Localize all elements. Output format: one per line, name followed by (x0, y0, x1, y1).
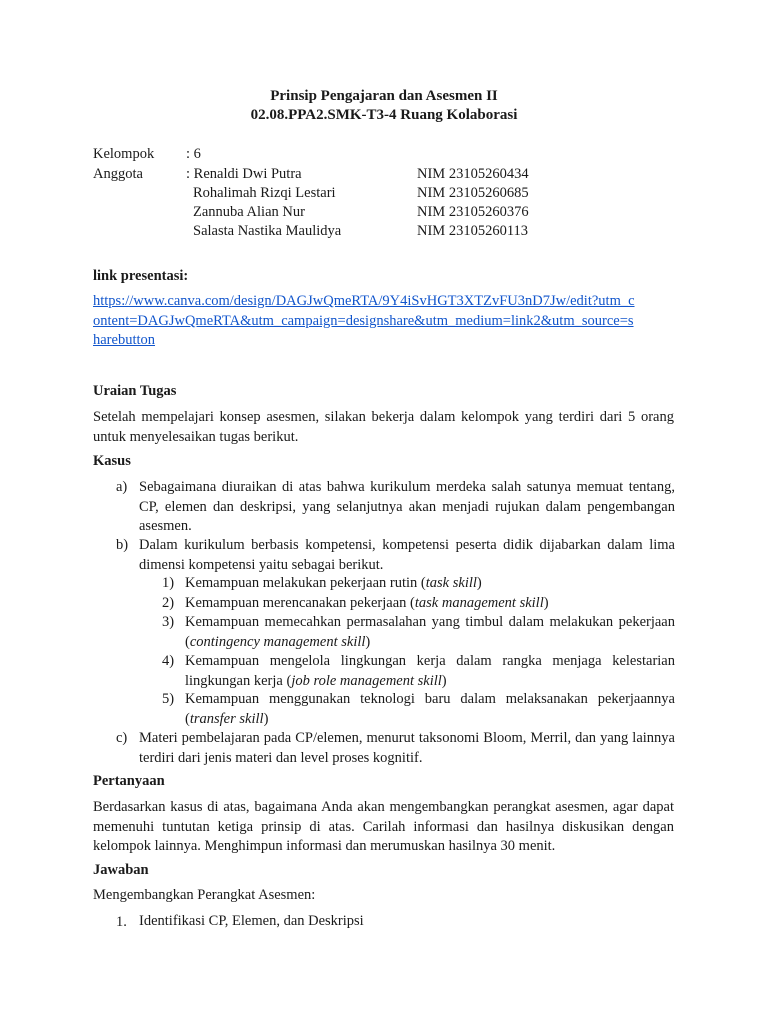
kompetensi-item: Kemampuan merencanakan pekerjaan (task management skill) (185, 595, 549, 611)
kasus-heading: Kasus (93, 453, 131, 469)
list-marker: c) (116, 730, 128, 746)
jawaban-intro: Mengembangkan Perangkat Asesmen: (93, 887, 316, 903)
list-marker: a) (116, 479, 128, 495)
list-marker: b) (116, 537, 129, 553)
kasus-item-c: Materi pembelajaran pada CP/elemen, menurut taksonomi Bloom, Merril, dan yang lainnya terdiri dari jenis materi dan level proses kognitif. (139, 730, 675, 766)
document-title: Prinsip Pengajaran dan Asesmen II (270, 88, 498, 104)
member-nim: NIM 23105260113 (417, 223, 529, 239)
document-subtitle: 02.08.PPA2.SMK-T3-4 Ruang Kolaborasi (250, 107, 518, 123)
link-line[interactable]: harebutton (93, 332, 156, 348)
list-marker: 1. (116, 914, 127, 930)
member-name: Salasta Nastika Maulidya (193, 223, 342, 239)
member-name: Zannuba Alian Nur (193, 204, 305, 220)
list-marker: 1) (162, 575, 175, 591)
kompetensi-item: Kemampuan menggunakan teknologi baru dalam melaksanakan pekerjaannya (transfer skill) (185, 691, 675, 727)
link-line[interactable]: https://www.canva.com/design/DAGJwQmeRTA/9Y4iSvHGT3XTZvFU3nD7Jw/edit?utm_c (93, 293, 635, 309)
list-marker: 5) (162, 691, 175, 707)
member-name: : Renaldi Dwi Putra (186, 166, 302, 182)
member-nim: NIM 23105260376 (417, 204, 529, 220)
list-marker: 4) (162, 653, 175, 669)
pertanyaan-text: Berdasarkan kasus di atas, bagaimana Anda akan mengembangkan perangkat asesmen, agar dapat memenuhi tuntutan ketiga prinsip di atas. Carilah informasi dan hasilnya diskusikan dengan kelompok lainnya. Menghimpun informasi dan merumuskan hasilnya 30 menit. (93, 799, 674, 854)
members-label: Anggota (93, 166, 143, 182)
kompetensi-item: Kemampuan melakukan pekerjaan rutin (task skill) (185, 575, 482, 591)
link-line[interactable]: ontent=DAGJwQmeRTA&utm_campaign=designshare&utm_medium=link2&utm_source=s (93, 313, 634, 329)
uraian-heading: Uraian Tugas (93, 383, 177, 399)
list-marker: 2) (162, 595, 175, 611)
member-nim: NIM 23105260685 (417, 185, 529, 201)
member-name: Rohalimah Rizqi Lestari (193, 185, 336, 201)
pertanyaan-heading: Pertanyaan (93, 773, 165, 789)
link-label: link presentasi: (93, 268, 189, 284)
jawaban-item: Identifikasi CP, Elemen, dan Deskripsi (139, 913, 364, 929)
group-label: Kelompok (93, 146, 155, 162)
jawaban-heading: Jawaban (93, 862, 149, 878)
uraian-text: Setelah mempelajari konsep asesmen, silakan bekerja dalam kelompok yang terdiri dari 5 orang untuk menyelesaikan tugas berikut. (93, 409, 674, 445)
kasus-item-a: Sebagaimana diuraikan di atas bahwa kurikulum merdeka salah satunya memuat tentang, CP, elemen dan deskripsi, yang selanjutnya akan menjadi rujukan dalam pengembangan asesmen. (139, 479, 675, 534)
list-marker: 3) (162, 614, 175, 630)
group-value: : 6 (186, 146, 201, 162)
kompetensi-item: Kemampuan memecahkan permasalahan yang timbul dalam melakukan pekerjaan (contingency management skill) (185, 614, 675, 650)
member-nim: NIM 23105260434 (417, 166, 529, 182)
kompetensi-item: Kemampuan mengelola lingkungan kerja dalam rangka menjaga kelestarian lingkungan kerja (job role management skill) (185, 653, 675, 689)
kasus-item-b: Dalam kurikulum berbasis kompetensi, kompetensi peserta didik dijabarkan dalam lima dimensi kompetensi yaitu sebagai berikut. (139, 537, 675, 573)
